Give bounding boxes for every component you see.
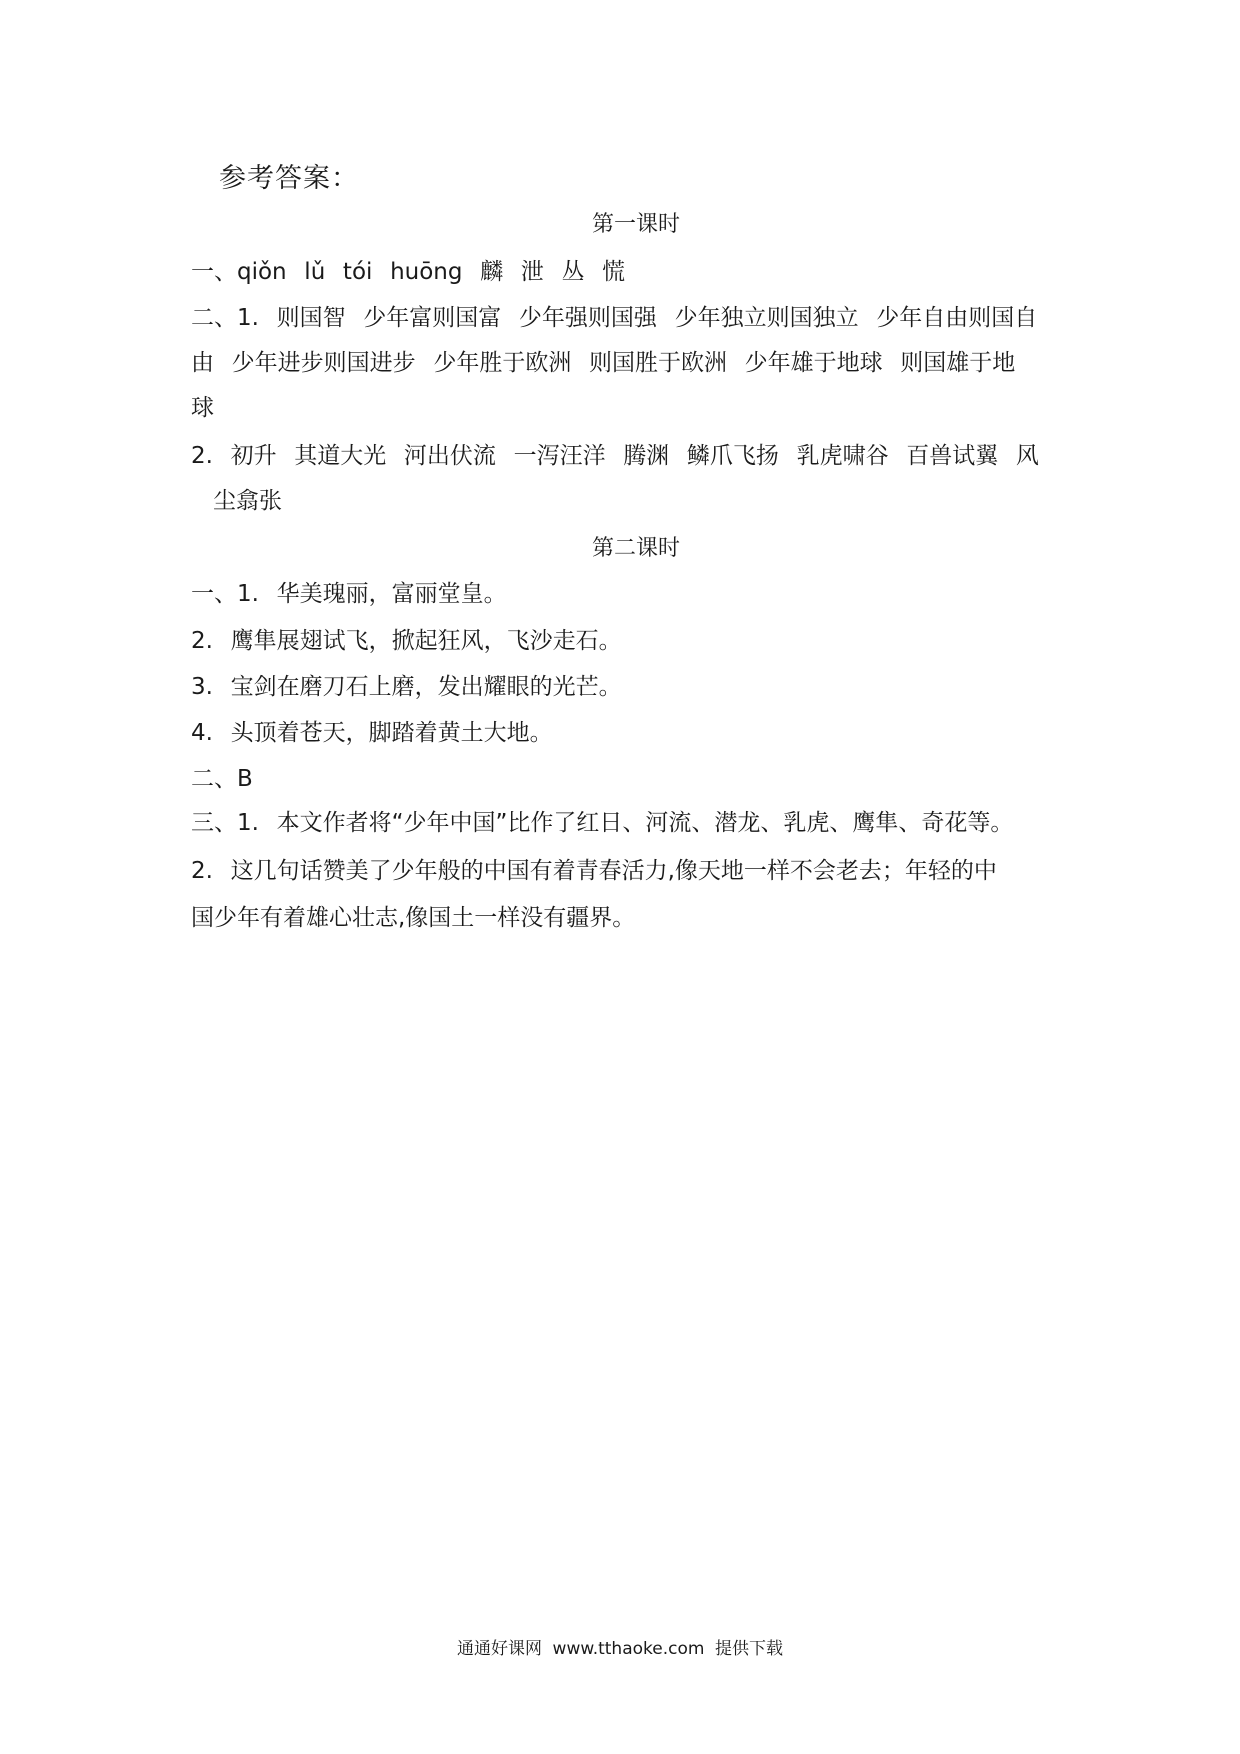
answer-line: 由 少年进步则国进步 少年胜于欧洲 则国胜于欧洲 少年雄于地球 则国雄于地 <box>191 350 1016 376</box>
answer-line: 4. 头顶着苍天，脚踏着黄土大地。 <box>191 720 553 746</box>
answer-line: 2. 这几句话赞美了少年般的中国有着青春活力,像天地一样不会老去；年轻的中 <box>191 858 997 884</box>
answer-line: 一、qiǒn lǔ tói huōng 麟 泄 丛 慌 <box>191 259 626 285</box>
answer-line: 国少年有着雄心壮志,像国土一样没有疆界。 <box>191 905 636 931</box>
answer-line: 二、B <box>191 766 253 792</box>
answer-line: 尘翕张 <box>213 488 282 514</box>
answer-line: 二、1. 则国智 少年富则国富 少年强则国强 少年独立则国独立 少年自由则国自 <box>191 305 1038 331</box>
answer-line: 2. 初升 其道大光 河出伏流 一泻汪洋 腾渊 鳞爪飞扬 乳虎啸谷 百兽试翼 风 <box>191 443 1039 469</box>
page-title: 参考答案： <box>219 163 359 194</box>
section-heading-2: 第二课时 <box>591 536 680 561</box>
answer-line: 3. 宝剑在磨刀石上磨，发出耀眼的光芒。 <box>191 674 622 700</box>
answer-line: 球 <box>191 395 214 421</box>
section-heading-1: 第一课时 <box>591 212 680 237</box>
page-footer: 通通好课网 www.tthaoke.com 提供下载 <box>457 1639 783 1659</box>
answer-line: 一、1. 华美瑰丽，富丽堂皇。 <box>191 581 507 607</box>
answer-line: 三、1. 本文作者将“少年中国”比作了红日、河流、潜龙、乳虎、鹰隼、奇花等。 <box>191 810 1014 836</box>
answer-line: 2. 鹰隼展翅试飞，掀起狂风，飞沙走石。 <box>191 628 622 654</box>
